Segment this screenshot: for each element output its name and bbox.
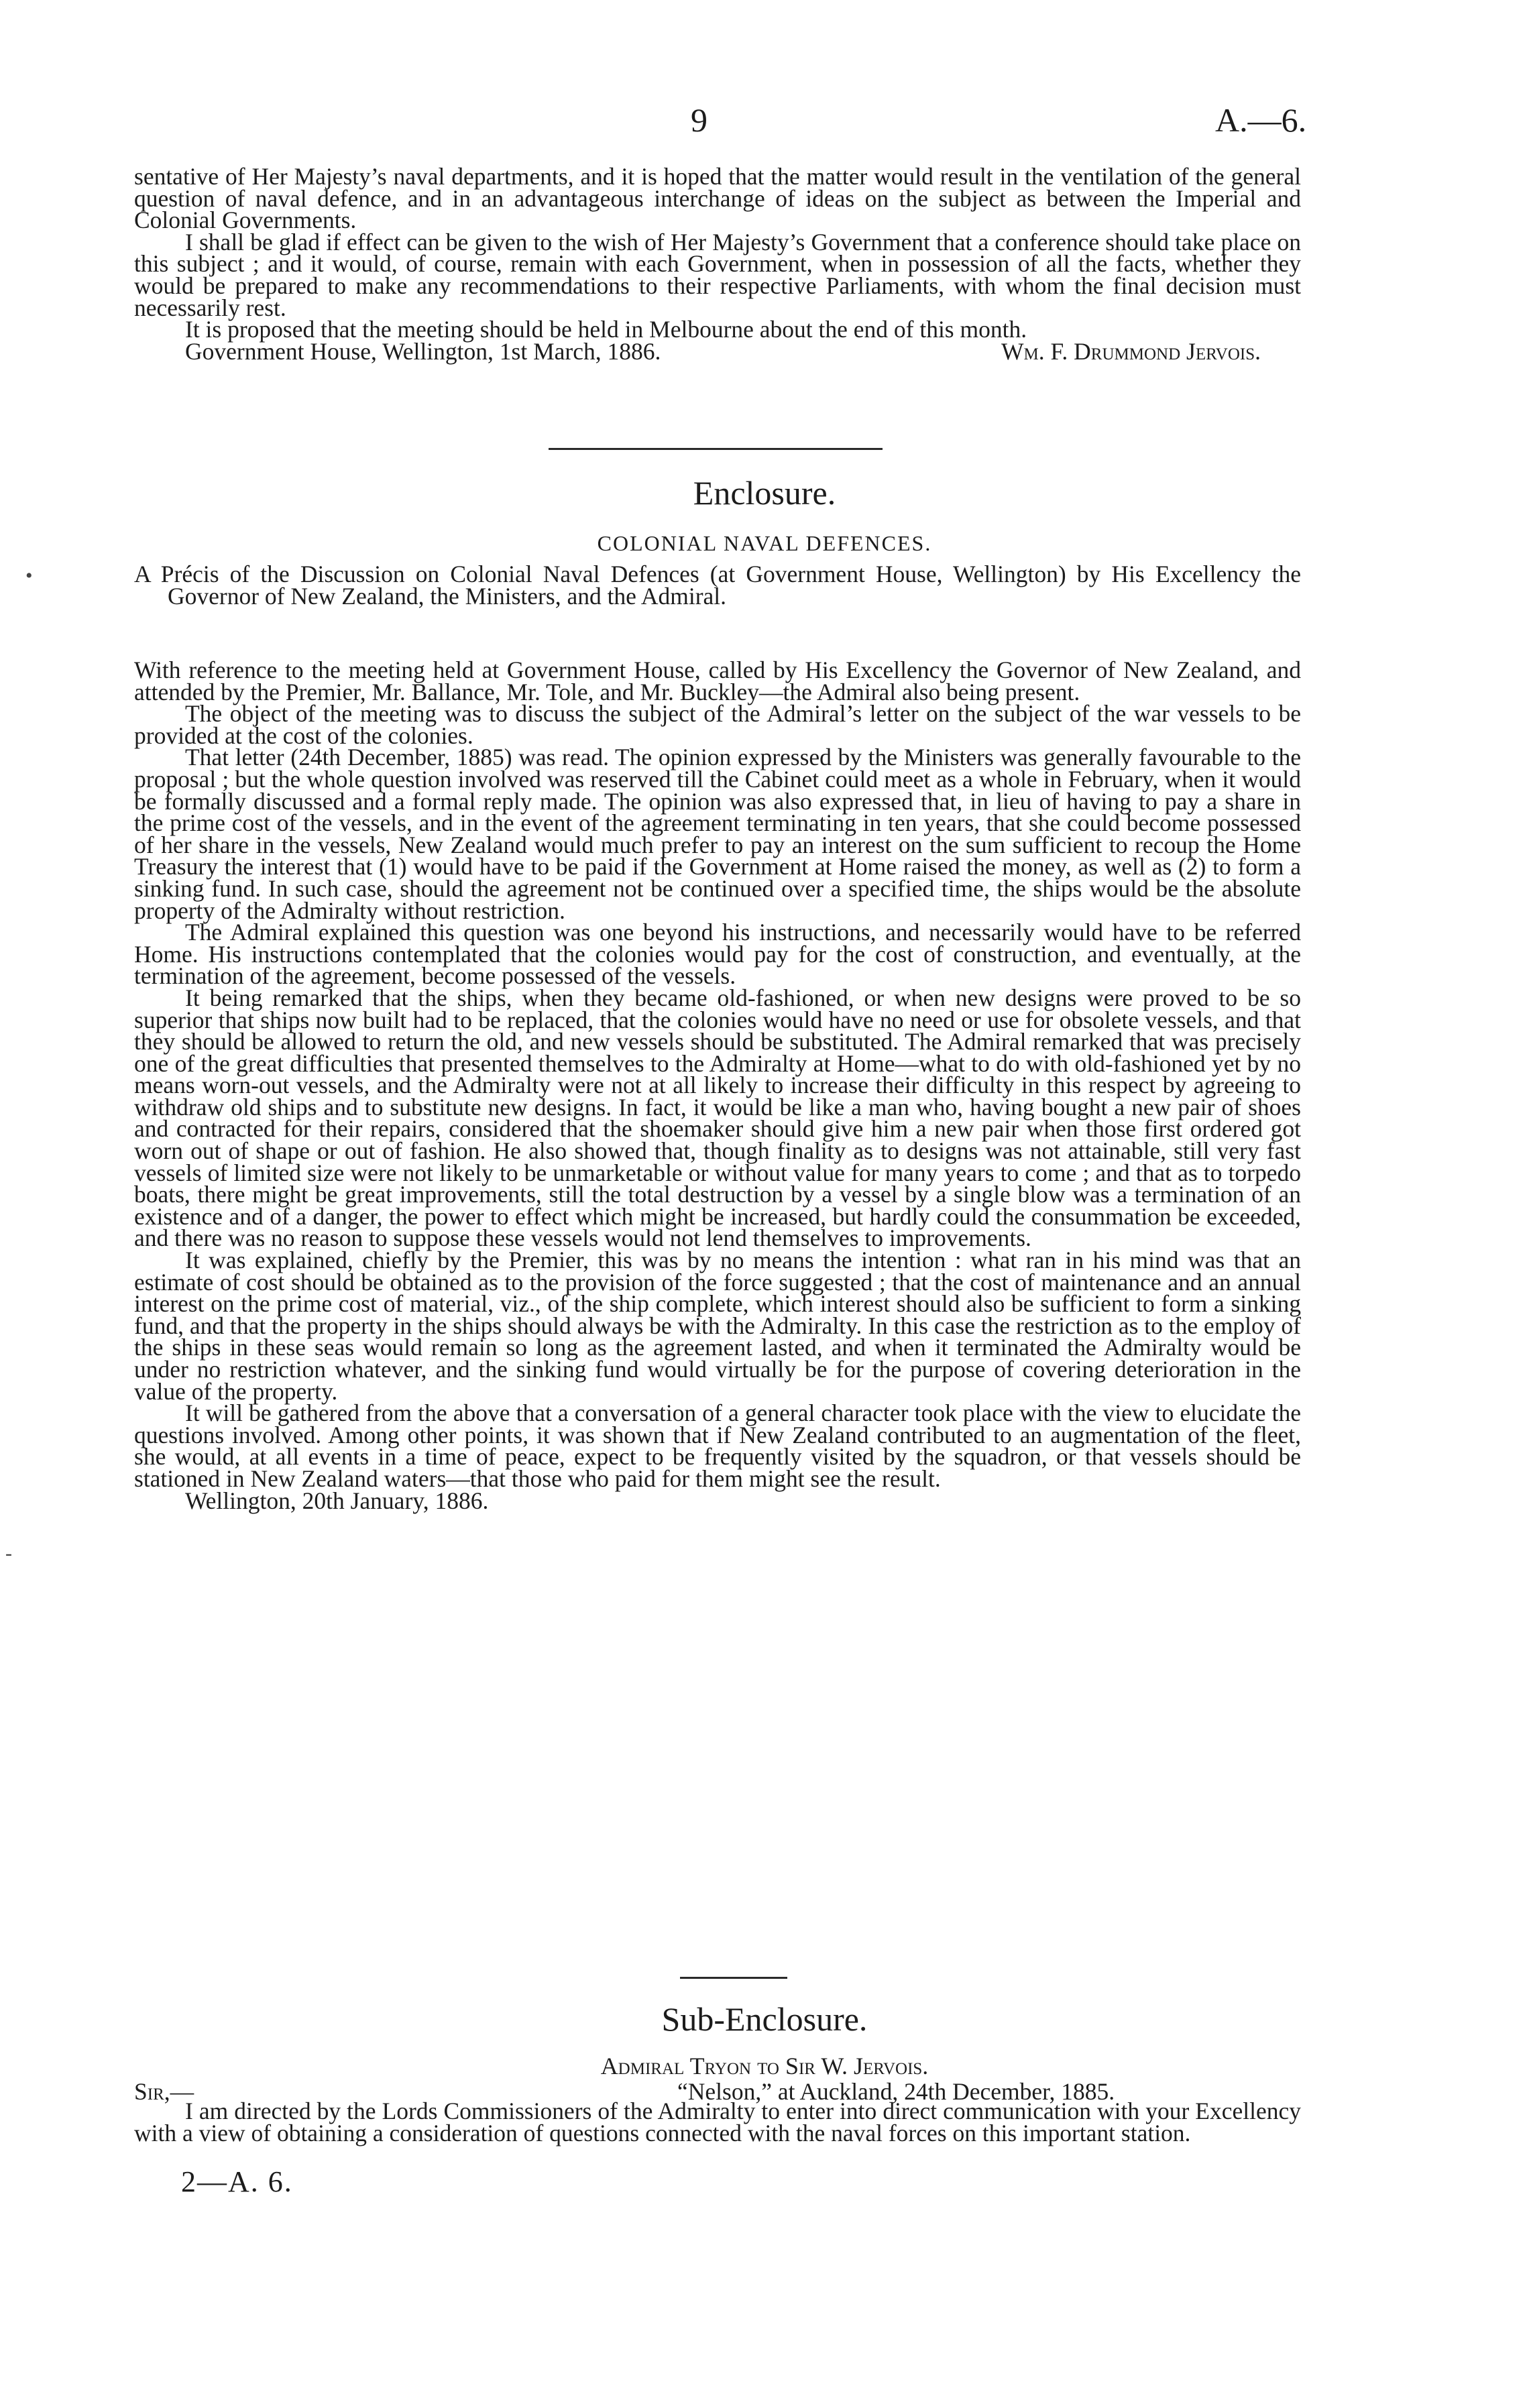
enclosure-title: Enclosure. (693, 474, 836, 512)
paragraph: The Admiral explained this question was one beyond his instructions, and necessarily would have to be referred Home. His instructions contemplated that the colonies would pay for the cost of construction, and eventually, at the termination of the agreement, become possessed of the vessels. (134, 919, 1301, 990)
page-header (0, 101, 1529, 148)
margin-mark: • (25, 565, 33, 587)
letter-place-date: “Nelson,” at Auckland, 24th December, 1885. (677, 2078, 1115, 2105)
paragraph: I shall be glad if effect can be given to the wish of Her Majesty’s Government that a conference should take place on this subject ; and it would, of course, remain with each Government, when in possession of all the facts, whether they would be prepared to make any recommendations to their respective Parliaments, with whom the final decision must necessarily rest. (134, 228, 1301, 321)
paragraph: It is proposed that the meeting should be held in Melbourne about the end of this month. (185, 316, 1027, 343)
paper-reference: A.—6. (1215, 101, 1307, 139)
paragraph: The object of the meeting was to discuss the subject of the Admiral’s letter on the subject of the war vessels to be provided at the cost of the colonies. (134, 700, 1301, 749)
paragraph: It being remarked that the ships, when they became old-fashioned, or when new designs were proved to be so superior that ships now built had to be replaced, that the colonies would have no need or use for obsolete vessels, and that they should be allowed to return the old, and new vessels should be substituted. The Admiral remarked that was precisely one of the great difficulties that presented themselves to the Admiralty at Home—what to do with old-fashioned yet by no means worn-out vessels, and the Admiralty were not at all likely to increase their difficulty in this respect by agreeing to withdraw old ships and to substitute new designs. In fact, it would be like a man who, having bought a new pair of shoes and contracted for their repairs, considered that the shoemaker should give him a new pair when those first ordered got worn out of shape or out of fashion. He also showed that, though finality as to designs was not attainable, still very fast vessels of limited size were not likely to be unmarketable or without value for many years to come ; and that as to torpedo boats, there might be great improvements, still the total destruction by a vessel by a single blow was a termination of an existence and of a danger, the power to effect which might be increased, but hardly could the consummation be exceeded, and there was no reason to suppose these vessels would not lend themselves to improvements. (134, 984, 1301, 1252)
place-date-signature-line (134, 337, 1301, 365)
section-divider (680, 1977, 787, 1979)
place-date: Government House, Wellington, 1st March, 1886. (185, 337, 661, 365)
paragraph: That letter (24th December, 1885) was read. The opinion expressed by the Ministers was generally favourable to the proposal ; but the whole question involved was reserved till the Cabinet could meet as a whole in February, when it would be formally discussed and a formal reply made. The opinion was also expressed that, in lieu of having to pay a share in the prime cost of the vessels, and in the event of the agreement terminating in ten years, that she could become possessed of her share in the vessels, New Zealand would much prefer to pay an interest on the sum sufficient to recoup the Home Treasury the interest that (1) would have to be paid if the Government at Home raised the money, as well as (2) to form a sinking fund. In such case, should the agreement not be continued over a specified time, the ships would be the absolute property of the Admiralty without restriction. (134, 744, 1301, 924)
signature-code: 2—A. 6. (181, 2165, 293, 2198)
margin-mark: - (5, 1542, 12, 1564)
sub-enclosure-subtitle (0, 2052, 1529, 2080)
enclosure-body (134, 656, 1301, 1514)
paragraph: It was explained, chiefly by the Premier, this was by no means the intention : what ran in his mind was that an estimate of cost should be obtained as to the provision of the force suggested ; that the cost of maintenance and an annual interest on the prime cost of material, viz., of the ship complete, which interest should also be sufficient to form a sinking fund, and that the property in the ships should always be with the Admiralty. In this case the restriction as to the employ of the ships in these seas would remain so long as the agreement lasted, and when it terminated the Admiralty would be under no restriction whatever, and the sinking fund would virtually be for the purpose of covering deterioration in the value of the property. (134, 1247, 1301, 1405)
enclosure-date-line: Wellington, 20th January, 1886. (185, 1487, 489, 1514)
precis-heading (134, 561, 1301, 610)
paragraph: I am directed by the Lords Commissioners of the Admiralty to enter into direct communication with your Excellency with a view of obtaining a consideration of questions connected with the naval forces on this important station. (134, 2098, 1301, 2146)
letter-continuation (134, 163, 1301, 365)
paragraph: With reference to the meeting held at Government House, called by His Excellency the Governor of New Zealand, and attended by the Premier, Mr. Ballance, Mr. Tole, and Mr. Buckley—the Admiral also being present. (134, 656, 1301, 705)
governor-signature: Wm. F. Drummond Jervois. (1001, 337, 1261, 365)
sub-enclosure-body (134, 2100, 1301, 2144)
page-number: 9 (691, 101, 707, 139)
salutation-row (134, 2077, 1301, 2105)
section-divider (549, 448, 883, 450)
enclosure-subtitle: COLONIAL NAVAL DEFENCES. (597, 531, 932, 555)
salutation: Sir,— (134, 2078, 194, 2105)
precis-text: A Précis of the Discussion on Colonial Naval Defences (at Government House, Wellington) by His Excellency the Governor of New Zealand, the Ministers, and the Admiral. (134, 561, 1301, 610)
sub-enclosure-subtitle-text: Admiral Tryon to Sir W. Jervois. (600, 2053, 929, 2079)
paragraph: sentative of Her Majesty’s naval departments, and it is hoped that the matter would result in the ventilation of the general question of naval defence, and in an advantageous interchange of ideas on the subject as between the Imperial and Colonial Governments. (134, 163, 1301, 234)
paragraph: It will be gathered from the above that a conversation of a general character took place with the view to elucidate the questions involved. Among other points, it was shown that if New Zealand contributed to an augmentation of the fleet, she would, at all events in a time of peace, expect to be frequently visited by the squadron, or that vessels should be stationed in New Zealand waters—that those who paid for them might see the result. (134, 1399, 1301, 1492)
sub-enclosure-title: Sub-Enclosure. (661, 2000, 868, 2038)
